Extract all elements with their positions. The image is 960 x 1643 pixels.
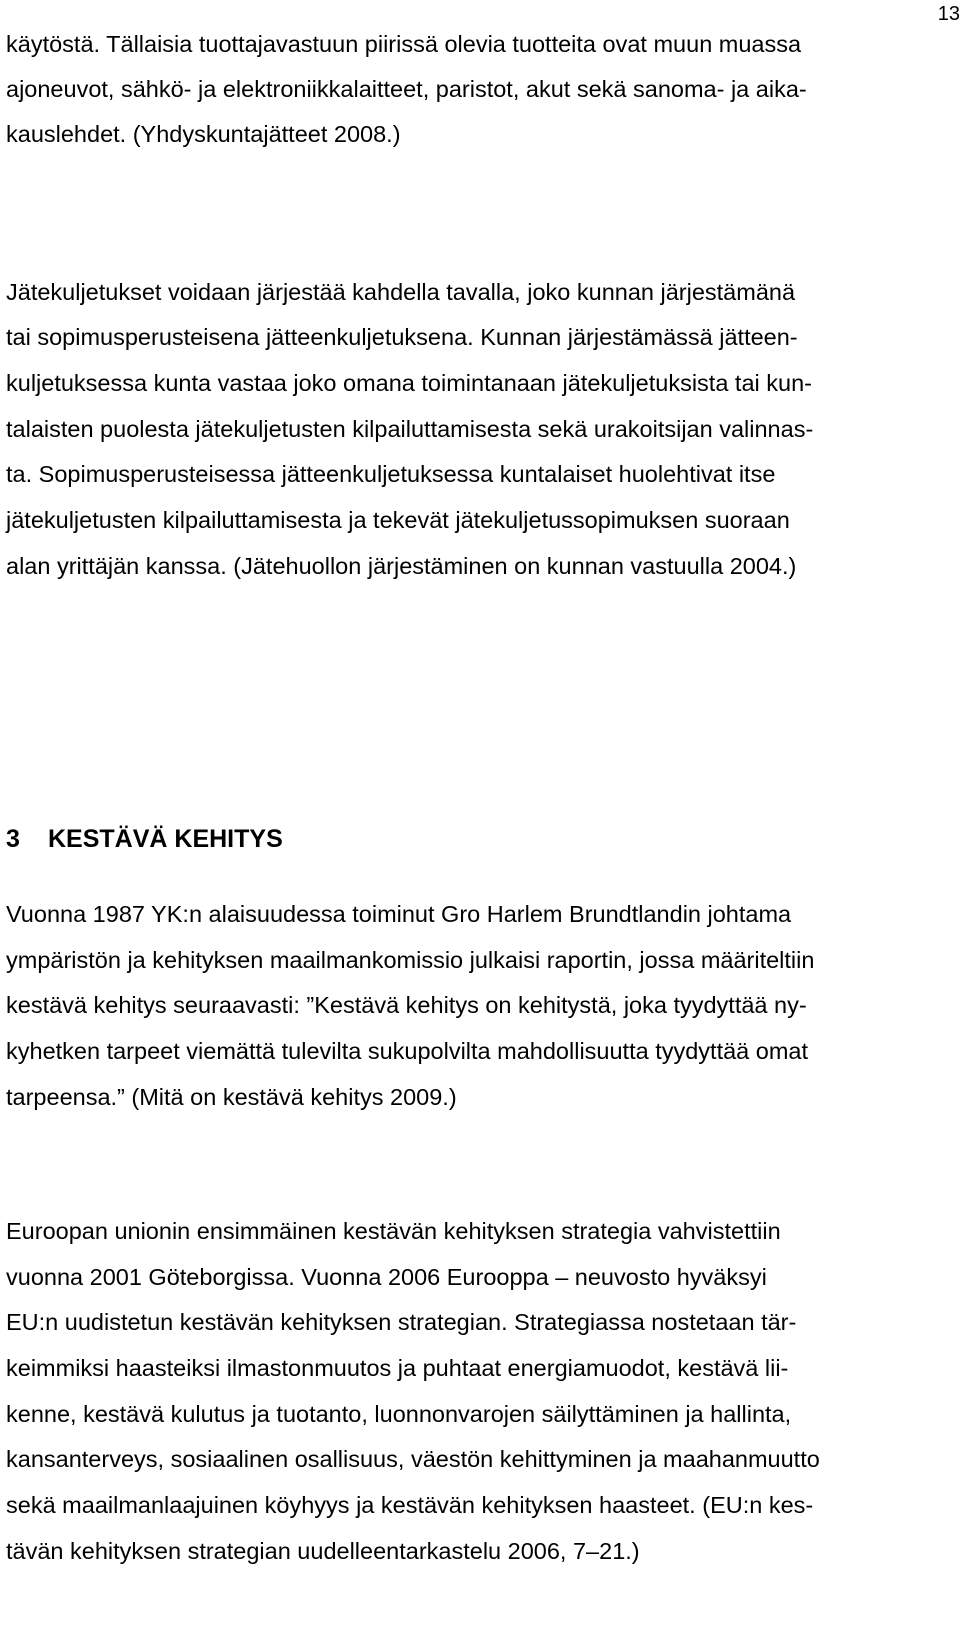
text-line: kenne, kestävä kulutus ja tuotanto, luonnonvarojen säilyttäminen ja hallinta,: [6, 1401, 792, 1427]
section-heading: [6, 823, 283, 855]
text-line: kyhetken tarpeet viemättä tulevilta sukupolvilta mahdollisuutta tyydyttää omat: [6, 1038, 809, 1064]
text-line: ympäristön ja kehityksen maailmankomissio julkaisi raportin, jossa määriteltiin: [6, 947, 815, 973]
text-line: keimmiksi haasteiksi ilmastonmuutos ja puhtaat energiamuodot, kestävä lii-: [6, 1355, 789, 1381]
text-line: käytöstä. Tällaisia tuottajavastuun piirissä olevia tuotteita ovat muun muassa: [6, 31, 802, 57]
text-line: Euroopan unionin ensimmäinen kestävän kehityksen strategia vahvistettiin: [6, 1218, 781, 1244]
section-title: KESTÄVÄ KEHITYS: [48, 825, 283, 853]
text-line: tai sopimusperusteisena jätteenkuljetuksena. Kunnan järjestämässä jätteen-: [6, 324, 798, 350]
text-line: ta. Sopimusperusteisessa jätteenkuljetuksessa kuntalaiset huolehtivat itse: [6, 461, 776, 487]
text-line: kauslehdet. (Yhdyskuntajätteet 2008.): [6, 121, 401, 147]
text-line: talaisten puolesta jätekuljetusten kilpailuttamisesta sekä urakoitsijan valinnas-: [6, 416, 814, 442]
text-line: ajoneuvot, sähkö- ja elektroniikkalaitteet, paristot, akut sekä sanoma- ja aika-: [6, 76, 807, 102]
text-line: Jätekuljetukset voidaan järjestää kahdella tavalla, joko kunnan järjestämänä: [6, 279, 796, 305]
text-line: sekä maailmanlaajuinen köyhyys ja kestävän kehityksen haasteet. (EU:n kes-: [6, 1492, 814, 1518]
text-line: alan yrittäjän kanssa. (Jätehuollon järjestäminen on kunnan vastuulla 2004.): [6, 553, 797, 579]
text-line: tävän kehityksen strategian uudelleentarkastelu 2006, 7–21.): [6, 1538, 640, 1564]
text-line: vuonna 2001 Göteborgissa. Vuonna 2006 Eurooppa – neuvosto hyväksyi: [6, 1264, 767, 1290]
text-line: jätekuljetusten kilpailuttamisesta ja tekevät jätekuljetussopimuksen suoraan: [6, 507, 790, 533]
text-line: kansanterveys, sosiaalinen osallisuus, väestön kehittyminen ja maahanmuutto: [6, 1446, 820, 1472]
text-line: kestävä kehitys seuraavasti: ”Kestävä kehitys on kehitystä, joka tyydyttää ny-: [6, 992, 807, 1018]
text-line: kuljetuksessa kunta vastaa joko omana toimintanaan jätekuljetuksista tai kun-: [6, 370, 812, 396]
section-number: 3: [6, 825, 20, 853]
text-line: Vuonna 1987 YK:n alaisuudessa toiminut Gro Harlem Brundtlandin johtama: [6, 901, 792, 927]
text-line: tarpeensa.” (Mitä on kestävä kehitys 2009.): [6, 1084, 457, 1110]
text-line: EU:n uudistetun kestävän kehityksen strategian. Strategiassa nostetaan tär-: [6, 1309, 797, 1335]
page-number: 13: [937, 3, 960, 25]
